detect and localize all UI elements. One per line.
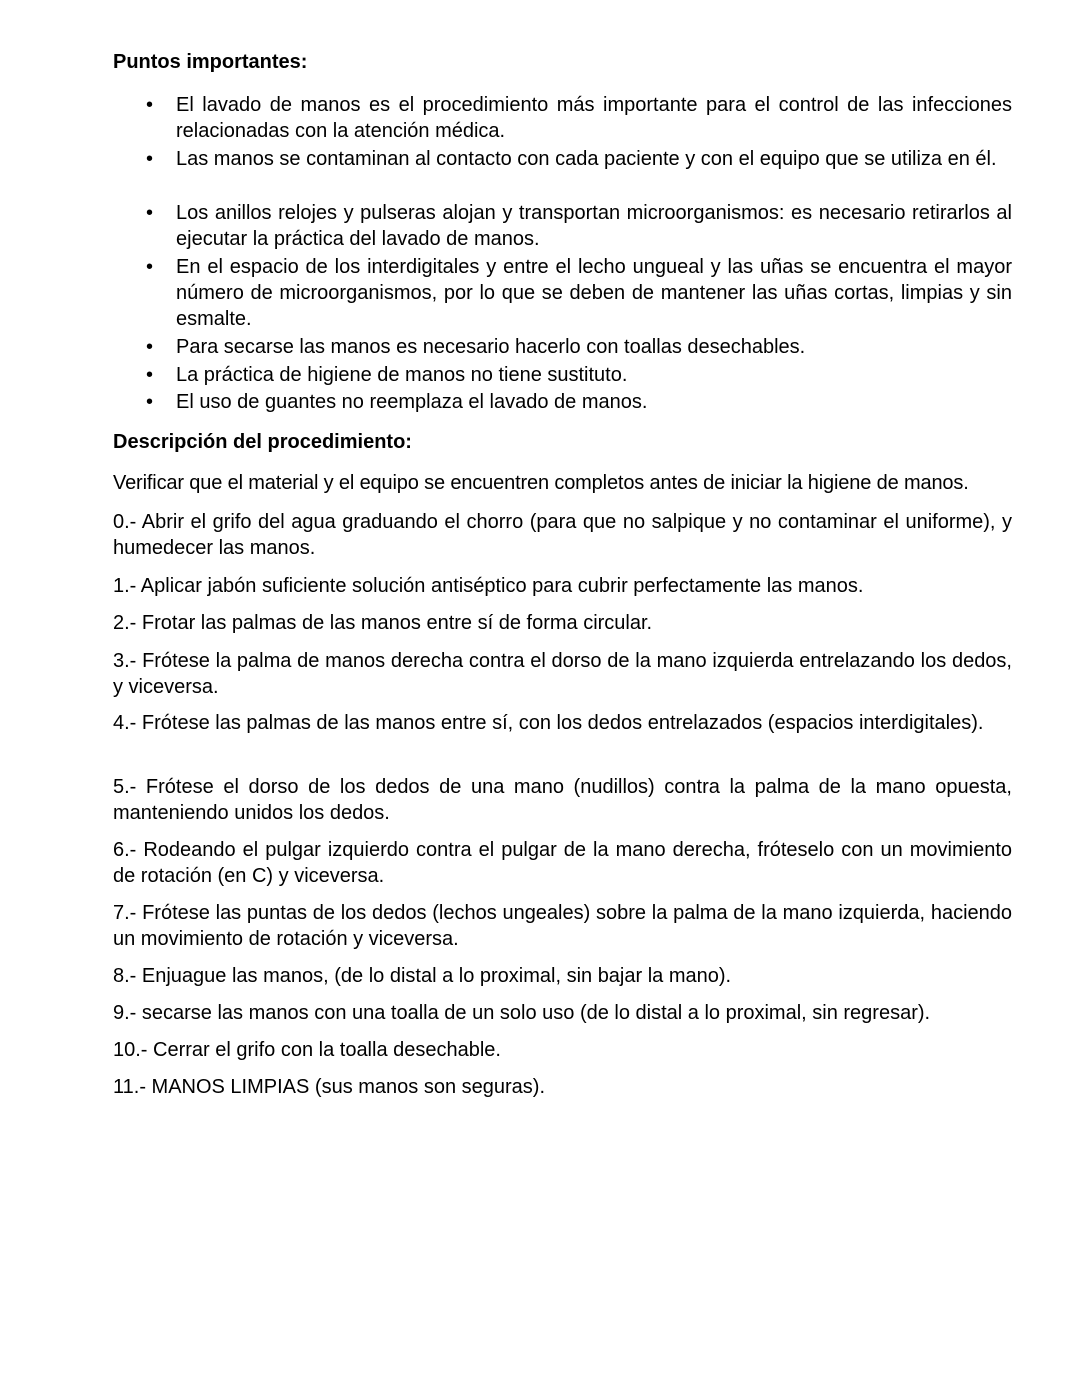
bullet-icon: • <box>146 148 154 170</box>
bullet-icon: • <box>146 336 154 358</box>
step-6: 6.- Rodeando el pulgar izquierdo contra el pulgar de la mano derecha, fróteselo con un movimiento de rotación (en C) y viceversa. <box>113 839 1012 887</box>
step-8: 8.- Enjuague las manos, (de lo distal a lo proximal, sin bajar la mano). <box>113 965 732 987</box>
bullet-icon: • <box>146 391 154 413</box>
step-5: 5.- Frótese el dorso de los dedos de una mano (nudillos) contra la palma de la mano opuesta, manteniendo unidos los dedos. <box>113 776 1012 824</box>
step-2: 2.- Frotar las palmas de las manos entre sí de forma circular. <box>113 612 653 634</box>
heading-procedure: Descripción del procedimiento: <box>113 431 412 453</box>
step-1: 1.- Aplicar jabón suficiente solución antiséptico para cubrir perfectamente las manos. <box>113 575 864 597</box>
step-10: 10.- Cerrar el grifo con la toalla desechable. <box>113 1039 501 1061</box>
bullet-item: • Para secarse las manos es necesario hacerlo con toallas desechables. <box>146 336 806 358</box>
bullet-item: • En el espacio de los interdigitales y entre el lecho ungueal y las uñas se encuentra el mayor número de microorganismos, por lo que se deben de mantener las uñas cortas, limpias y sin esmalte. <box>146 256 1012 330</box>
step-0: 0.- Abrir el grifo del agua graduando el chorro (para que no salpique y no contaminar el uniforme), y humedecer las manos. <box>113 511 1012 559</box>
step-4: 4.- Frótese las palmas de las manos entre sí, con los dedos entrelazados (espacios interdigitales). <box>113 712 984 734</box>
bullet-item: • Las manos se contaminan al contacto con cada paciente y con el equipo que se utiliza en él. <box>146 148 997 170</box>
intro-paragraph: Verificar que el material y el equipo se encuentren completos antes de iniciar la higiene de manos. <box>113 472 969 494</box>
step-11: 11.- MANOS LIMPIAS (sus manos son seguras). <box>113 1076 546 1098</box>
bullet-icon: • <box>146 256 154 278</box>
step-3: 3.- Frótese la palma de manos derecha contra el dorso de la mano izquierda entrelazando los dedos, y viceversa. <box>113 650 1012 698</box>
bullet-item: • Los anillos relojes y pulseras alojan y transportan microorganismos: es necesario retirarlos al ejecutar la práctica del lavado de manos. <box>146 202 1012 250</box>
heading-important-points: Puntos importantes: <box>113 51 308 73</box>
bullet-icon: • <box>146 202 154 224</box>
bullet-icon: • <box>146 94 154 116</box>
step-9: 9.- secarse las manos con una toalla de un solo uso (de lo distal a lo proximal, sin regresar). <box>113 1002 931 1024</box>
step-7: 7.- Frótese las puntas de los dedos (lechos ungeales) sobre la palma de la mano izquierda, haciendo un movimiento de rotación y viceversa. <box>113 902 1012 950</box>
bullet-icon: • <box>146 364 154 386</box>
bullet-item: • La práctica de higiene de manos no tiene sustituto. <box>146 364 628 386</box>
bullet-item: • El lavado de manos es el procedimiento más importante para el control de las infecciones relacionadas con la atención médica. <box>146 94 1012 142</box>
bullet-item: • El uso de guantes no reemplaza el lavado de manos. <box>146 391 648 413</box>
